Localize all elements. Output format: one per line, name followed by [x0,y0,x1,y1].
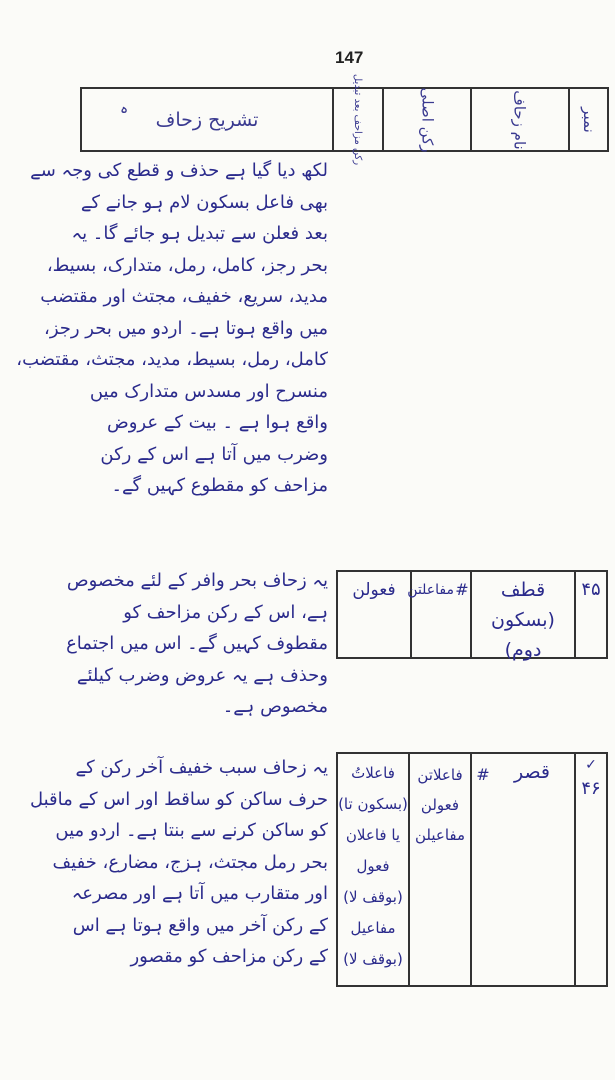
header-zihaf-name: نام زحاف [511,89,529,150]
header-serial: نمبر [579,106,598,133]
text-line: اور متقارب میں آتا ہے اور مصرعہ [71,883,328,904]
zihaf-name: قطف [500,579,546,601]
text-line: بھی فاعل بسکون لام ہو جانے کے [80,191,328,213]
rukn-muzahif: فعول [356,857,390,875]
zihaf-name: دوم) [504,639,542,661]
page-number: 147 [335,48,364,67]
text-line: مقطوف کہیں گے۔ اس میں اجتماع [66,633,328,654]
header-tashreeh: تشریح زحاف [155,108,259,131]
hash-mark: # [476,765,490,784]
text-line: وضرب میں آتا ہے اس کے رکن [100,443,328,465]
rukn-muzahif: فاعلاتُ [351,764,395,782]
text-line: بحر رجز، کامل، رمل، متدارک، بسیط، [46,254,328,276]
text-line: منسرح اور مسدس متدارک میں [89,380,328,402]
text-line: مزاحف کو مقطوع کہیں گے۔ [111,475,328,496]
text-line: وحذف ہے یہ عروض وضرب کیلئے [76,664,328,686]
text-line: مخصوص ہے۔ [222,696,328,717]
text-line: میں واقع ہوتا ہے۔ اردو میں بحر رجز، [44,317,328,339]
intro-text [16,155,328,502]
hash-mark: # [455,580,469,599]
text-line: کے رکن آخر میں واقع ہوتا ہے اس [72,914,328,936]
rukn-muzahif: یا فاعلان [345,826,401,844]
zihaf-name: (بسکون [491,609,555,631]
text-line: بحر رمل مجتث، ہزج، مضارع، خفیف [52,851,328,873]
zihaf-name: قصر [513,761,551,783]
header-rukn-asli: رکن اصلی [418,87,437,152]
text-line: بعد فعلن سے تبدیل ہو جائے گا۔ یہ [71,223,328,244]
text-line: واقع ہوا ہے ۔ بیت کے عروض [106,412,328,433]
rukn-asli: فعولن [420,796,460,814]
row-46-description [29,752,328,973]
rukn-asli: فاعلاتن [417,766,463,784]
text-line: کامل، رمل، بسیط، مدید، مجتث، مقتضب، [16,349,328,370]
row-number: ۴۵ [581,579,601,600]
rukn-muzahif: (بوقف لا) [343,950,403,968]
text-line: کے رکن مزاحف کو مقصور [130,946,328,967]
row-45-description [66,565,328,723]
text-line: ہے، اس کے رکن مزاحف کو [123,601,328,623]
rukn-muzahif: (بوقف لا) [343,888,403,906]
text-line: حرف ساکن کو ساقط اور اس کے ماقبل [29,788,328,810]
row-number: ۴۶ [581,778,601,799]
rukn-muzahif: فعولن [352,580,396,600]
text-line: لکھ دیا گیا ہے حذف و قطع کی وجہ سے [30,160,328,181]
tick-icon: ✓ [585,757,597,773]
header-tashreeh-mark: ہ [120,101,129,117]
text-line: یہ زحاف سبب خفیف آخر رکن کے [75,757,328,778]
text-line: کو ساکن کرنے سے بنتا ہے۔ اردو میں [55,820,328,841]
rukn-asli: مفاعلتن [407,582,454,598]
header-rukn-muzahif: رکن مزاحف بعد تبدیل [352,73,364,166]
rukn-asli: مفاعیلن [414,826,466,844]
text-line: یہ زحاف بحر وافر کے لئے مخصوص [66,570,328,591]
text-line: مدید، سریع، خفیف، مجتث اور مقتضب [40,286,328,307]
rukn-muzahif: (بسکون تا) [338,795,408,813]
rukn-muzahif: مفاعیل [350,919,396,937]
